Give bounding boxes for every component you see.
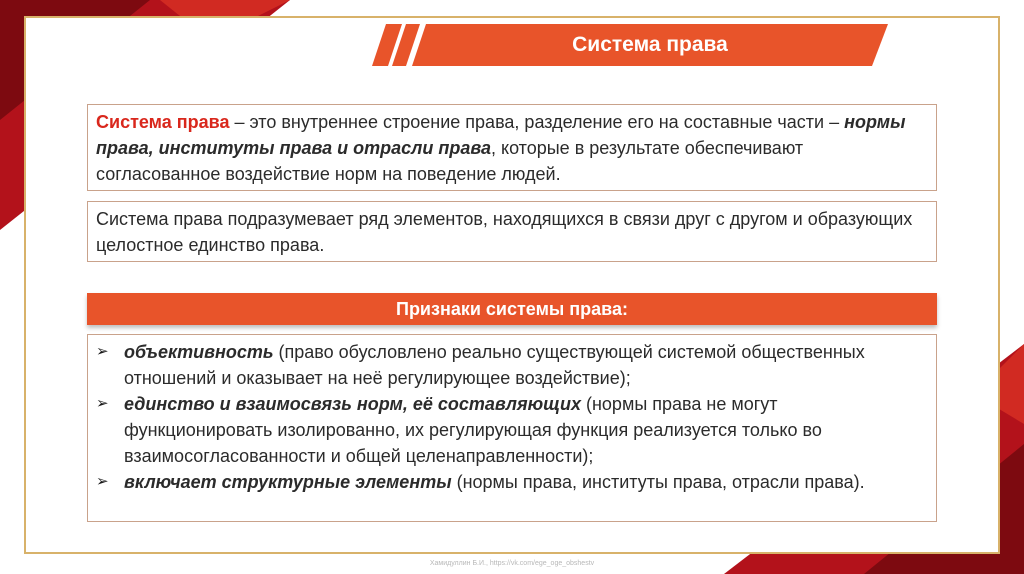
note-box	[87, 201, 937, 262]
definition-text-a: – это внутреннее строение права, разделение его на составные части –	[229, 112, 845, 132]
features-list	[88, 339, 928, 495]
list-item	[88, 391, 928, 469]
feature-term: включает структурные элементы	[124, 472, 452, 492]
page-title: Система права	[572, 33, 728, 56]
list-item	[88, 469, 928, 495]
feature-text: (право обусловлено реально существующей системой общественных отношений и оказывает на неё регулирующее воздействие);	[124, 342, 865, 388]
definition-box	[87, 104, 937, 191]
features-header: Признаки системы права:	[87, 293, 937, 325]
definition-term: Система права	[96, 112, 230, 132]
arrow-bullet-icon: ➢	[96, 473, 109, 490]
list-item	[88, 339, 928, 391]
feature-text: (нормы права не могут функционировать изолированно, их регулирующая функция реализуется только во взаимосогласованности и общей целенаправленности);	[124, 394, 822, 466]
note-text: Система права подразумевает ряд элементов, находящихся в связи друг с другом и образующих целостное единство права.	[96, 209, 913, 255]
definition-text-b: , которые в результате обеспечивают согласованное воздействие норм на поведение людей.	[96, 138, 804, 184]
definition-emphasis: нормы права, институты права и отрасли права	[96, 112, 906, 158]
arrow-bullet-icon: ➢	[96, 395, 109, 412]
feature-term: объективность	[124, 342, 274, 362]
feature-text: (нормы права, институты права, отрасли права).	[451, 472, 865, 492]
feature-term: единство и взаимосвязь норм, её составляющих	[124, 394, 581, 414]
footer-credit: Хамидуллин Б.И., https://vk.com/ege_oge_obshestv	[429, 560, 595, 567]
features-box	[87, 334, 937, 522]
arrow-bullet-icon: ➢	[96, 343, 109, 360]
